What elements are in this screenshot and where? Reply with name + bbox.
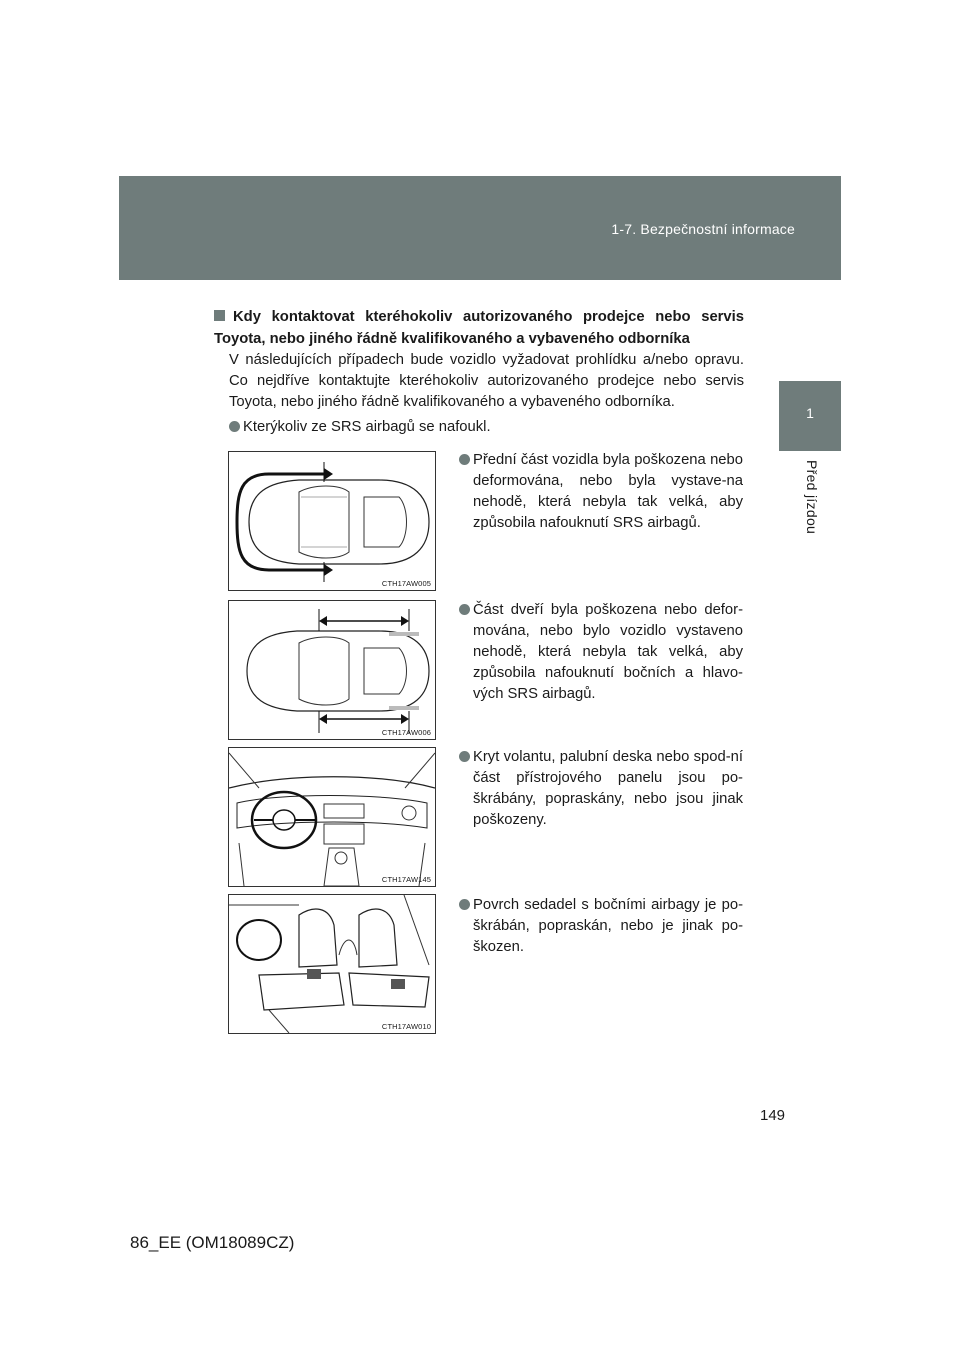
bullet-main — [243, 417, 743, 438]
section-heading: Kdy kontaktovat kteréhokoliv autorizovaného prodejce nebo servis Toyota, nebo jiného řádně kvalifikovaného a vybaveného odborníka — [214, 309, 744, 347]
bullet-text: Povrch sedadel s bočními airbagy je po-škrábán, popraskán, nebo je jinak po-škozen. — [473, 897, 743, 955]
figure-code: CTH17AW005 — [381, 579, 431, 588]
bullet-main-text: Kterýkoliv ze SRS airbagů se nafoukl. — [243, 419, 491, 435]
figure-code: CTH17AW006 — [381, 728, 431, 737]
bullet-dashboard-damage — [473, 747, 743, 831]
dashboard-illustration — [229, 748, 435, 886]
figure-front-damage — [228, 451, 436, 591]
page-number: 149 — [760, 1107, 786, 1124]
figure-code: CTH17AW010 — [381, 1022, 431, 1031]
intro-paragraph: V následujících případech bude vozidlo vyžadovat prohlídku a/nebo opravu. Co nejdříve kontaktujte kteréhokoliv autorizovaného prodejce nebo servis Toyota, nebo jiného řádně kvalifikovaného a vybaveného odborníka. — [229, 352, 744, 410]
chapter-tab — [779, 381, 841, 451]
bullet-dot-icon — [459, 604, 470, 615]
bullet-front-damage — [473, 450, 743, 534]
figure-seats — [228, 894, 436, 1034]
figure-side-damage — [228, 600, 436, 740]
chapter-number: 1 — [806, 405, 814, 421]
figure-code: CTH17AW145 — [381, 875, 431, 884]
section-title: 1-7. Bezpečnostní informace — [611, 221, 795, 237]
bullet-side-damage — [473, 600, 743, 705]
bullet-text: Kryt volantu, palubní deska nebo spod-ní část přístrojového panelu jsou po-škrábány, popraskány, nebo jsou jinak poškozeny. — [473, 749, 743, 828]
section-header-bar — [119, 176, 841, 280]
bullet-text: Přední část vozidla byla poškozena nebo deformována, nebo byla vystave-na nehodě, která nebyla tak velká, aby způsobila nafouknutí SRS airbagů. — [473, 452, 743, 531]
bullet-text: Část dveří byla poškozena nebo defor-mována, nebo bylo vozidlo vystaveno nehodě, která nebyla tak velká, aby způsobila nafouknutí bočních a hlavo-vých SRS airbagů. — [473, 602, 743, 702]
figure-dashboard — [228, 747, 436, 887]
bullet-dot-icon — [459, 751, 470, 762]
bullet-dot-icon — [229, 421, 240, 432]
car-top-view-front-illustration — [229, 452, 435, 590]
car-top-view-side-illustration — [229, 601, 435, 739]
bullet-dot-icon — [459, 454, 470, 465]
document-code: 86_EE (OM18089CZ) — [130, 1233, 295, 1252]
square-bullet-icon — [214, 310, 225, 321]
seats-illustration — [229, 895, 435, 1033]
bullet-dot-icon — [459, 899, 470, 910]
bullet-seat-damage — [473, 895, 743, 958]
chapter-label: Před jízdou — [804, 460, 820, 535]
